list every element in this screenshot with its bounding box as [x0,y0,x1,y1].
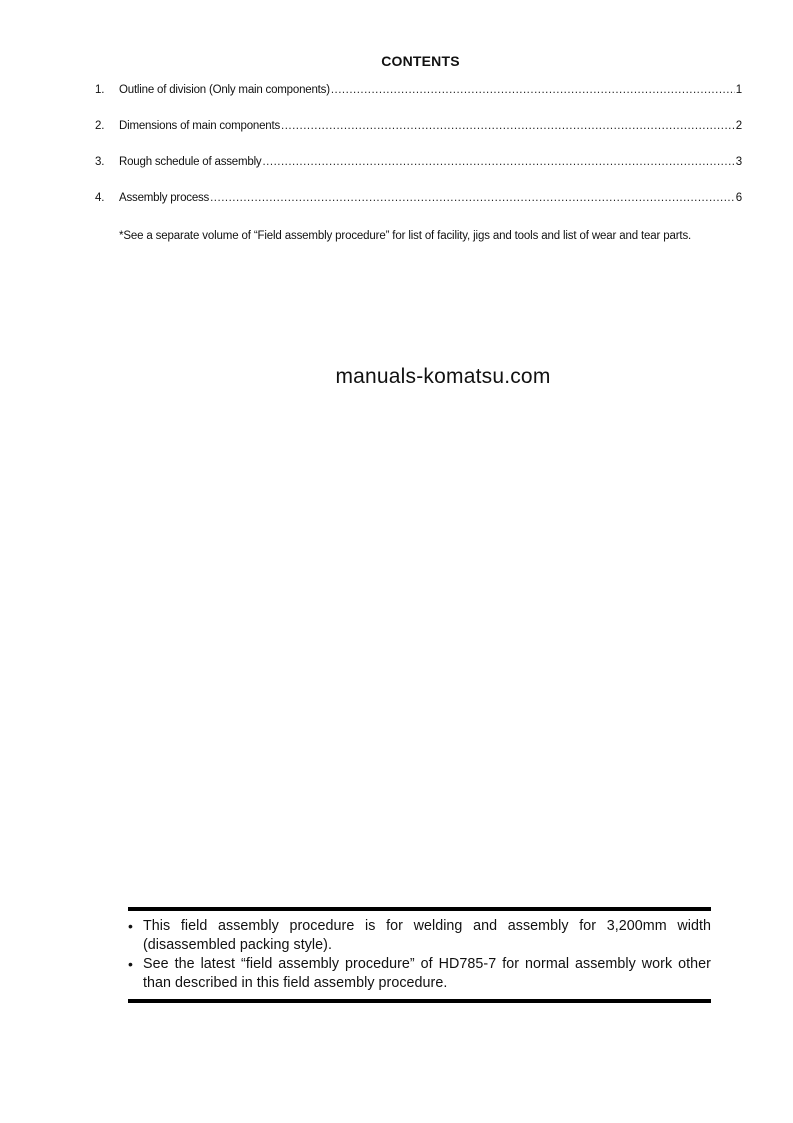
toc-item-number: 2. [95,120,105,132]
toc-item-number: 3. [95,156,105,168]
toc-footnote: *See a separate volume of “Field assembly procedure” for list of facility, jigs and tools and list of wear and tear parts. [119,230,692,242]
toc-item-rough-schedule[interactable] [95,156,742,192]
toc-item-page: 3 [735,156,742,168]
toc-item-label: Assembly process [119,192,210,204]
notice-item-text: This field assembly procedure is for welding and assembly for 3,200mm width (disassembled packing style). [143,918,711,953]
table-of-contents [95,84,742,228]
toc-item-label: Dimensions of main components [119,120,281,132]
toc-item-page: 6 [735,192,742,204]
toc-item-number: 1. [95,84,105,96]
toc-item-assembly-process[interactable] [95,192,742,228]
toc-leader-dots [262,156,734,168]
bullet-icon: • [128,918,133,934]
toc-item-label: Outline of division (Only main components) [119,84,330,96]
bullet-icon: • [128,956,133,972]
toc-leader-dots [331,84,735,96]
toc-item-dimensions[interactable] [95,120,742,156]
notice-item [128,917,711,955]
toc-item-page: 1 [735,84,742,96]
toc-leader-dots [210,192,735,204]
toc-item-number: 4. [95,192,105,204]
toc-item-page: 2 [735,120,742,132]
notice-item [128,955,711,993]
watermark-text: manuals-komatsu.com [335,365,551,388]
toc-item-outline-of-division[interactable] [95,84,742,120]
toc-item-label: Rough schedule of assembly [119,156,262,168]
notice-list [128,917,711,993]
toc-leader-dots [281,120,735,132]
notice-box [128,907,711,1003]
notice-item-text: See the latest “field assembly procedure” of HD785-7 for normal assembly work other than described in this field assembly procedure. [143,956,711,991]
page-title: CONTENTS [381,53,460,69]
